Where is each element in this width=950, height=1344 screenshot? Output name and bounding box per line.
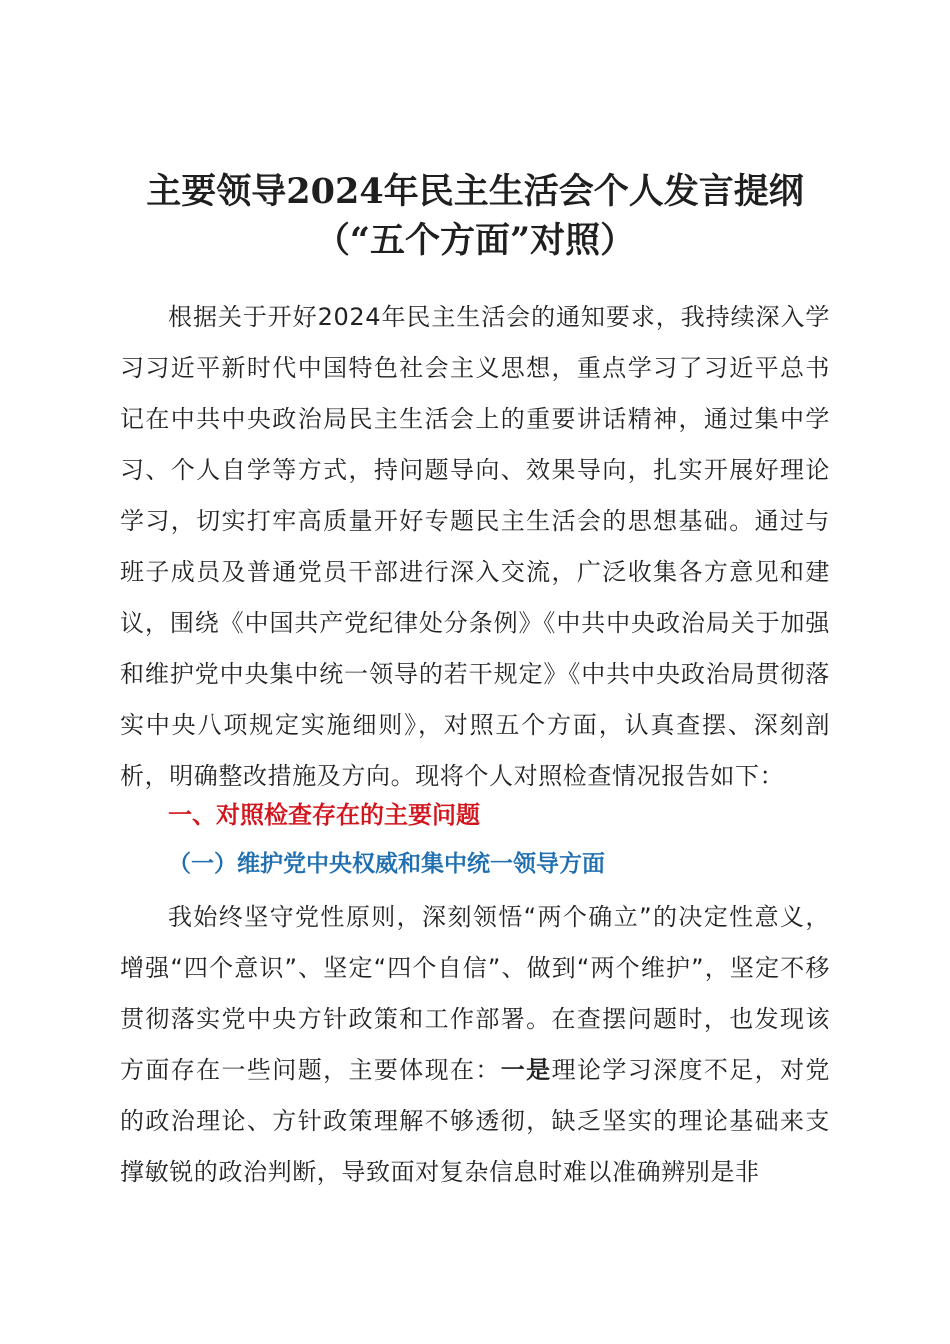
section-heading: 一、对照检查存在的主要问题 — [168, 801, 480, 829]
paragraph-text-start: 我始终坚守党性原则，深刻领悟“两个确立”的决定性意义，增强“四个意识”、坚定“四个自信”、做到“两个维护”，坚定不移贯彻落实党中央方针政策和工作部署。在查摆问题时，也发现该方面存在一些问题，主要体现在： — [120, 903, 830, 1084]
paragraph-text-rest: 理论学习深度不足，对党的政治理论、方针政策理解不够透彻，缺乏坚实的理论基础来支撑敏锐的政治判断，导致面对复杂信息时难以准确辨别是非 — [120, 1056, 831, 1186]
subsection-heading: （一）维护党中央权威和集中统一领导方面 — [168, 851, 605, 877]
document-subtitle: （“五个方面”对照） — [314, 220, 636, 261]
document-title: 主要领导2024年民主生活会个人发言提纲 — [146, 171, 804, 212]
point-marker-one: 一是 — [500, 1056, 552, 1084]
intro-paragraph: 根据关于开好2024年民主生活会的通知要求，我持续深入学习习近平新时代中国特色社会主义思想，重点学习了习近平总书记在中共中央政治局民主生活会上的重要讲话精神，通过集中学习、个人自学等方式，持问题导向、效果导向，扎实开展好理论学习，切实打牢高质量开好专题民主生活会的思想基础。通过与班子成员及普通党员干部进行深入交流，广泛收集各方意见和建议，围绕《中国共产党纪律处分条例》《中共中央政治局关于加强和维护党中央集中统一领导的若干规定》《中共中央政治局贯彻落实中央八项规定实施细则》，对照五个方面，认真查摆、深刻剖析，明确整改措施及方向。现将个人对照检查情况报告如下： — [120, 303, 830, 790]
body-paragraph — [120, 892, 830, 1198]
